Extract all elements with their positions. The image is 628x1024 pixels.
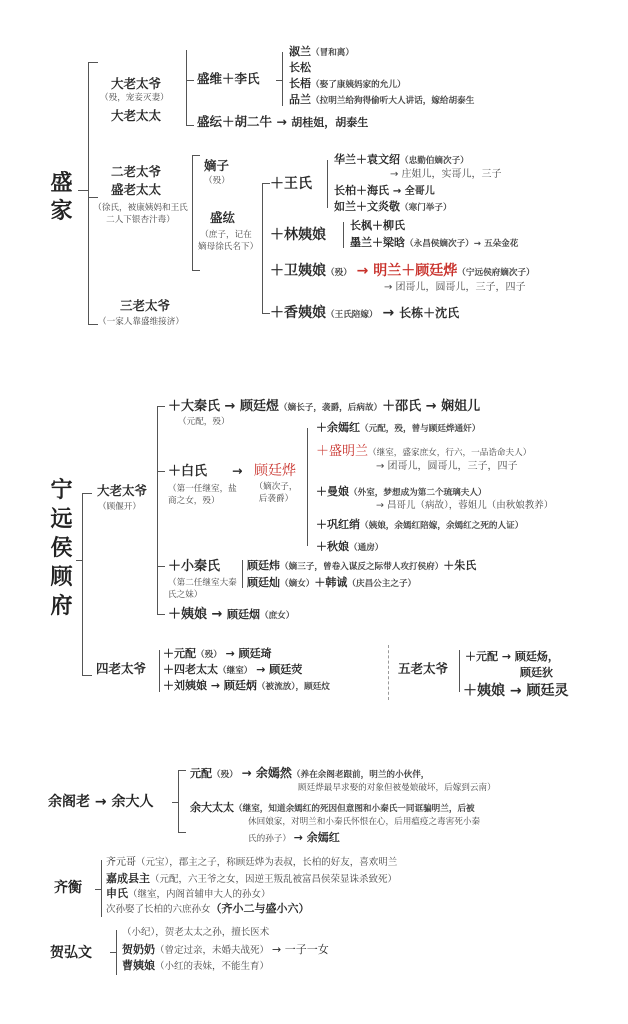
- san-note: （一家人靠盛维接济）: [98, 317, 184, 327]
- yu-taitai-line3: 氏的孙子） → 余嫣红: [248, 831, 340, 844]
- lin-kid-2: 墨兰＋梁晗（永昌侯嫡次子）→ 五朵金花: [350, 236, 519, 249]
- er-laotaiye: 二老太爷: [111, 164, 162, 179]
- qi-line-1: 齐元哥（元宝），郡主之子，称顾廷烨为表叔，长柏的好友，喜欢明兰: [106, 857, 398, 868]
- yu-taitai-line2: 休回娘家，对明兰和小秦氏怀恨在心，后用瘟疫之毒害死小秦: [248, 817, 481, 827]
- wang-kid-2: 长柏＋海氏 → 全哥儿: [334, 184, 435, 197]
- si-laotaiye: 四老太爷: [96, 661, 147, 676]
- dizi-note: （殁）: [204, 176, 230, 186]
- gu-tingye: 顾廷烨: [254, 463, 296, 479]
- wang-kid-1: 华兰＋袁文绍（忠勤伯嫡次子）: [334, 153, 469, 166]
- yu-taitai: 余大太太（继室，知道余嫣红的死因但意图和小秦氏一同诓骗明兰，后被: [190, 801, 475, 814]
- ning-da-note: （顾偃开）: [98, 502, 141, 512]
- da-laotaiye-note: （殁，宠妾灭妻）: [100, 93, 169, 103]
- wei-kid-4: 品兰（拉明兰给狗得偷听大人讲话，嫁给胡泰生: [289, 93, 475, 106]
- da-laotaiye: 大老太爷: [111, 76, 162, 91]
- xiaoqin-kid-2: 顾廷灿（嫡女）＋韩诚（庆昌公主之子）: [247, 576, 417, 589]
- si-wife-2: ＋四老太太（继室） → 顾廷荧: [163, 663, 303, 676]
- dizi: 嫡子: [204, 158, 230, 173]
- sheng-wei-li: 盛维＋李氏: [197, 71, 260, 86]
- bai-note: （第一任继室，盐商之女，殁）: [168, 484, 237, 506]
- qi-line-2: 嘉成县主（元配，六王爷之女，因逆王叛乱被富昌侯荣显诛杀致死）: [106, 872, 398, 885]
- ning-da-laotaiye: 大老太爷: [97, 483, 148, 498]
- ye-wife-1: ＋余嫣红（元配，殁，曾与顾廷烨通奸）: [316, 421, 481, 434]
- sheng-hong: 盛纮: [210, 210, 236, 225]
- sheng-yun-hu: 盛纭＋胡二牛 → 胡桂姐，胡泰生: [197, 114, 369, 129]
- minglan-children: → 团哥儿，圆哥儿，三子，四子: [384, 282, 526, 293]
- he-hongwen: 贺弘文: [50, 945, 92, 961]
- wang-kid-3: 如兰＋文炎敬（寒门举子）: [334, 200, 452, 213]
- wei-kid-2: 长松: [289, 61, 311, 74]
- bai-shi: ＋白氏: [168, 464, 208, 479]
- hong-note: （庶子，记在嫡母徐氏名下）: [198, 230, 259, 252]
- sheng-family-title: 盛家: [50, 171, 74, 224]
- xiaoqin-kid-1: 顾廷炜（嫡三子，曾卷入谋反之际带人攻打侯府）＋朱氏: [247, 559, 477, 572]
- wang-kid-1-children: → 庄姐儿，实哥儿，三子: [390, 169, 502, 180]
- ye-wife-4: ＋巩红绡（姨娘，余嫣红陪嫁，余嫣红之死的人证）: [316, 518, 524, 531]
- si-wife-1: ＋元配（殁） → 顾廷琦: [163, 647, 272, 660]
- wu-laotaiye: 五老太爷: [398, 661, 449, 676]
- lin-kid-1: 长枫＋柳氏: [350, 219, 405, 232]
- ning-yiniang: ＋姨娘 → 顾廷烟（庶女）: [168, 607, 295, 622]
- wei-kid-3: 长梧（娶了康姨妈家的允儿）: [289, 77, 406, 90]
- yu-yuanpei: 元配（殁） → 余嫣然（养在余阁老跟前，明兰的小伙伴，: [190, 766, 430, 780]
- ye-wife-2-kids: → 团哥儿，圆哥儿，三子，四子: [376, 461, 518, 472]
- wu-wife-2: ＋姨娘 → 顾廷灵: [463, 683, 569, 699]
- lin-yiniang: ＋林姨娘: [270, 227, 326, 243]
- si-wife-3: ＋刘姨娘 → 顾廷炳（被流放），顾廷炆: [163, 679, 330, 692]
- ye-wife-5: ＋秋娘（通房）: [316, 540, 384, 553]
- xiang-yiniang: ＋香姨娘（王氏陪嫁） → 长栋＋沈氏: [270, 305, 460, 321]
- da-laotaitai: 大老太太: [111, 108, 162, 123]
- bai-arrow: →: [232, 463, 243, 478]
- xiao-qin-shi: ＋小秦氏: [168, 559, 221, 574]
- xiao-qin-note: （第二任继室大秦氏之妹）: [168, 578, 237, 600]
- qi-line-3: 申氏（继室，内阁首辅申大人的孙女）: [106, 887, 271, 900]
- wei-kid-1: 淑兰（冒和离）: [289, 45, 354, 58]
- wang-shi: ＋王氏: [270, 176, 312, 192]
- da-qin-shi: ＋大秦氏 → 顾廷煜（嫡长子，袭爵，后病故）＋邵氏 → 娴姐儿: [168, 399, 481, 414]
- qi-line-4: 次孙娶了长柏的六庶孙女（齐小二与盛小六）: [106, 902, 310, 915]
- ye-wife-3: ＋曼娘（外室，梦想成为第二个琉璃夫人）: [316, 485, 487, 498]
- sheng-laotaitai: 盛老太太: [111, 182, 162, 197]
- he-line-2: 贺奶奶（曾定过亲，未婚夫战死） → 一子一女: [122, 943, 329, 956]
- wei-yiniang: ＋卫姨娘（殁） → 明兰＋顾廷烨（宁远侯府嫡次子）: [270, 263, 535, 279]
- san-laotaiye: 三老太爷: [120, 298, 171, 313]
- wu-wife-1: ＋元配 → 顾廷炀，: [465, 650, 559, 663]
- yu-yuanpei-line2: 顾廷烨最早求娶的对象但被曼娘破坏，后嫁到云南）: [298, 783, 496, 793]
- gu-tingye-note: （嫡次子，后袭爵）: [254, 482, 298, 504]
- ning-title: 宁远侯顾府: [50, 478, 74, 619]
- he-line-3: 曹姨娘（小红的表妹，不能生育）: [122, 959, 270, 972]
- ye-wife-2: ＋盛明兰（继室，盛家庶女，行六，一品诰命夫人）: [316, 444, 532, 459]
- qi-heng: 齐衡: [54, 880, 82, 896]
- ye-wife-3-kids: → 昌哥儿（病故），蓉姐儿（由秋娘教养）: [376, 500, 554, 511]
- yu-root: 余阁老 → 余大人: [48, 794, 154, 810]
- da-qin-note: （元配，殁）: [178, 417, 230, 427]
- wu-wife-1b: 顾廷狄: [520, 666, 553, 679]
- he-line-1: （小纪），贺老太太之孙，擅长医术: [122, 927, 270, 938]
- er-note: （徐氏，被康姨妈和王氏二人下银杏汁毒）: [93, 203, 188, 225]
